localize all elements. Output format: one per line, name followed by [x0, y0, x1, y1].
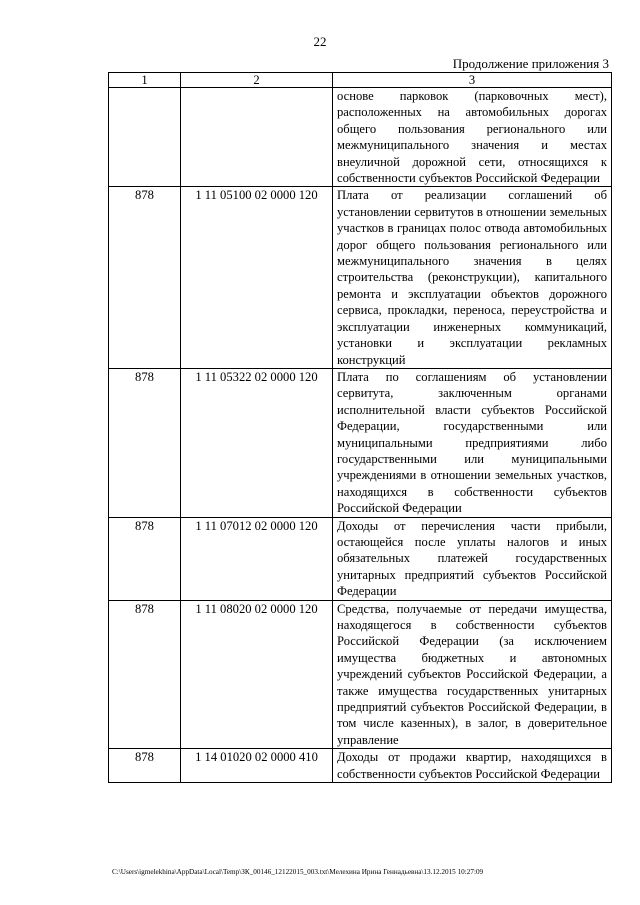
header-col-2: 2	[181, 73, 333, 88]
file-path-footer: C:\Users\igmelekhina\AppData\Local\Temp\ЗК_00146_12122015_003.txt\Мелехина Ирина Геннадьевна\13.12.2015 10:27:09	[112, 868, 484, 876]
admin-code-cell	[109, 88, 181, 187]
budget-code-cell	[181, 88, 333, 187]
table-row	[109, 517, 612, 600]
header-col-1: 1	[109, 73, 181, 88]
table-row	[109, 88, 612, 187]
table-row	[109, 749, 612, 783]
page-number: 22	[313, 34, 327, 49]
header-col-3: 3	[333, 73, 612, 88]
budget-code-cell: 1 11 07012 02 0000 120	[181, 517, 333, 600]
description-cell: основе парковок (парковочных мест), расположенных на автомобильных дорогах общего пользования регионального или межмуниципального значения и местах внеуличной дорожной сети, относящихся к собственности субъектов Российской Федерации	[333, 88, 612, 187]
admin-code-cell: 878	[109, 517, 181, 600]
budget-code-cell: 1 14 01020 02 0000 410	[181, 749, 333, 783]
budget-code-cell: 1 11 08020 02 0000 120	[181, 600, 333, 749]
description-cell: Плата от реализации соглашений об установлении сервитутов в отношении земельных участков в границах полос отвода автомобильных дорог общего пользования регионального или межмуниципального значения в целях строительства (реконструкции), капитального ремонта и эксплуатации объектов дорожного сервиса, прокладки, переноса, переустройства и эксплуатации инженерных коммуникаций, установки и эксплуатации рекламных конструкций	[333, 187, 612, 368]
continuation-label: Продолжение приложения 3	[452, 56, 609, 71]
budget-code-cell: 1 11 05100 02 0000 120	[181, 187, 333, 368]
revenue-codes-table	[108, 72, 612, 783]
description-cell: Средства, получаемые от передачи имущества, находящегося в собственности субъектов Российской Федерации (за исключением имущества бюджетных и автономных учреждений субъектов Российской Федерации, а также имущества государственных унитарных предприятий субъектов Российской Федерации, в том числе казенных), в залог, в доверительное управление	[333, 600, 612, 749]
admin-code-cell: 878	[109, 368, 181, 517]
admin-code-cell: 878	[109, 187, 181, 368]
table-row	[109, 600, 612, 749]
description-cell: Доходы от продажи квартир, находящихся в собственности субъектов Российской Федерации	[333, 749, 612, 783]
admin-code-cell: 878	[109, 749, 181, 783]
admin-code-cell: 878	[109, 600, 181, 749]
description-cell: Доходы от перечисления части прибыли, остающейся после уплаты налогов и иных обязательных платежей государственных унитарных предприятий субъектов Российской Федерации	[333, 517, 612, 600]
budget-code-cell: 1 11 05322 02 0000 120	[181, 368, 333, 517]
table-row	[109, 187, 612, 368]
table-header-row	[109, 73, 612, 88]
table-row	[109, 368, 612, 517]
description-cell: Плата по соглашениям об установлении сервитута, заключенным органами исполнительной власти субъектов Российской Федерации, государственными или муниципальными предприятиями либо государственными или муниципальными учреждениями в отношении земельных участков, находящихся в собственности субъектов Российской Федерации	[333, 368, 612, 517]
